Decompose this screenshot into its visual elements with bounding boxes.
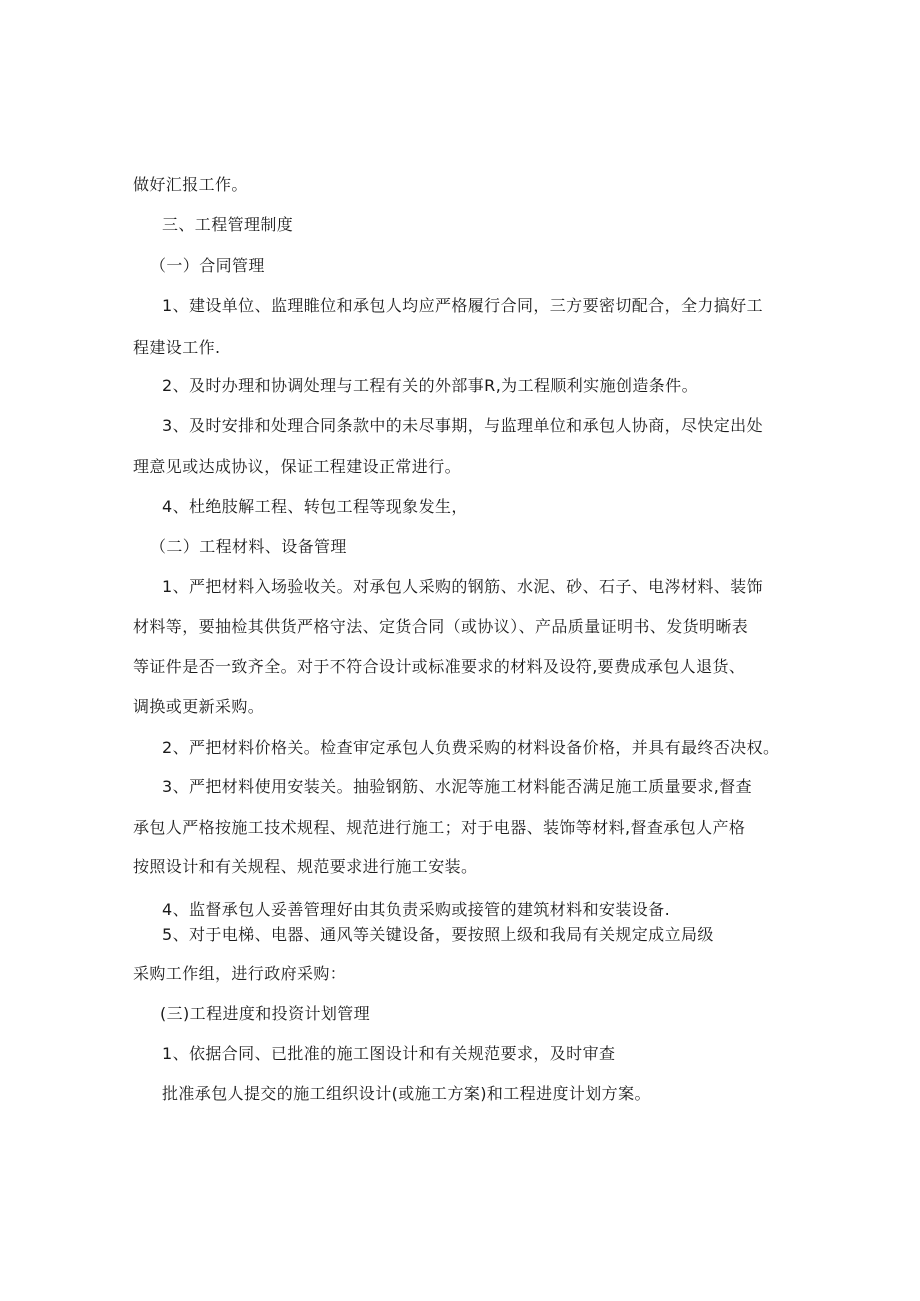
text-line: 调换或更新采购。 — [133, 697, 265, 716]
text-line: 批准承包人提交的施工组织设计(或施工方案)和工程进度计划方案。 — [162, 1084, 651, 1103]
text-line: 4、监督承包人妥善管理好由其负责采购或接管的建筑材料和安装设备. — [162, 900, 671, 919]
subsection-heading: （二）工程材料、设备管理 — [150, 537, 347, 556]
text-line: 1、严把材料入场验收关。对承包人采购的钢筋、水泥、砂、石子、电涔材料、装饰 — [162, 577, 763, 596]
section-heading: 三、工程管理制度 — [162, 215, 294, 234]
text-line: 5、对于电梯、电器、通风等关键设备，要按照上级和我局有关规定成立局级 — [162, 925, 714, 944]
subsection-heading: （一）合同管理 — [150, 256, 265, 275]
text-line: 按照设计和有关规程、规范要求进行施工安装。 — [133, 857, 478, 876]
text-line: 1、建设单位、监理睢位和承包人均应严格履行合同，三方要密切配合，全力搞好工 — [162, 296, 763, 315]
text-line: 理意见或达成协议，保证工程建设正常进行。 — [133, 457, 462, 476]
subsection-heading: (三)工程进度和投资计划管理 — [160, 1004, 371, 1023]
text-line: 程建设工作. — [133, 338, 221, 357]
text-line: 4、杜绝肢解工程、转包工程等现象发生， — [162, 497, 468, 516]
text-line: 承包人严格按施工技术规程、规范进行施工；对于电器、装饰等材料,督查承包人产格 — [133, 818, 746, 837]
text-line: 材料等，要抽检其供货严格守法、定货合同（或协议）、产品质量证明书、发货明晰表 — [133, 617, 749, 636]
text-line: 做好汇报工作。 — [133, 175, 248, 194]
text-line: 2、及时办理和协调处理与工程有关的外部事R,为工程顺利实施创造条件。 — [162, 376, 698, 395]
text-line: 采购工作组，进行政府采购： — [133, 964, 347, 983]
text-line: 3、严把材料使用安装关。抽验钢筋、水泥等施工材料能否满足施工质量要求,督查 — [162, 777, 753, 796]
text-line: 等证件是否一致齐全。对于不符合设计或标准要求的材料及设符,要费成承包人退货、 — [133, 657, 746, 676]
text-line: 1、依据合同、已批准的施工图设计和有关规范要求，及时审查 — [162, 1044, 616, 1063]
text-line: 2、严把材料价格关。检查审定承包人负费采购的材料设备价格，并具有最终否决权。 — [162, 738, 780, 757]
text-line: 3、及时安排和处理合同条款中的未尽事期，与监理单位和承包人协商，尽快定出处 — [162, 416, 763, 435]
